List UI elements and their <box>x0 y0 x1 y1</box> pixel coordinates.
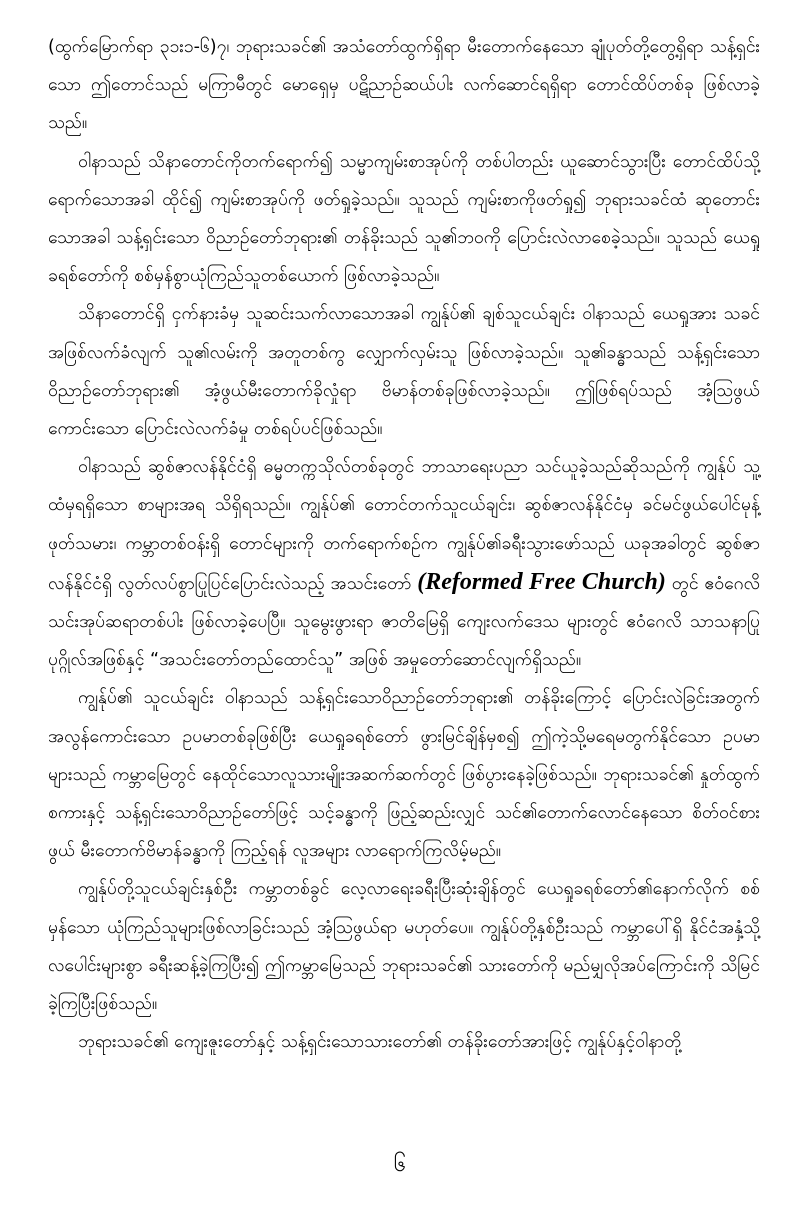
paragraph <box>48 1023 760 1061</box>
document-page <box>48 28 760 1148</box>
paragraph <box>48 28 760 143</box>
paragraph <box>48 679 760 870</box>
paragraph <box>48 870 760 1023</box>
church-name-text: (Reformed Free Church) <box>417 568 666 595</box>
paragraph-text: ကျွန်ုပ်တို့သူငယ်ချင်းနှစ်ဦး ကမ္ဘာတစ်ခွင် လေ့လာရေးခရီးပြီးဆုံးချိန်တွင် ယေရှုခရစ်တော်၏နောက်လိုက် စစ်မှန်သော ယုံကြည်သူများဖြစ်လာခြင်းသည် အံ့သြဖွယ်ရာ မဟုတ်ပေ။ ကျွန်ုပ်တို့နှစ်ဦးသည် ကမ္ဘာပေါ်ရှိ နိုင်ငံအနှံ့သို့ လပေါင်းများစွာ ခရီးဆန့်ခဲ့ကြပြီး၍ ဤကမ္ဘာမြေသည် ဘုရားသခင်၏ သားတော်ကို မည်မျှလိုအပ်ကြောင်းကို သိမြင်ခဲ့ကြပြီးဖြစ်သည်။ <box>48 879 760 1015</box>
paragraph-text: ဘုရားသခင်၏ ကျေးဇူးတော်နှင့် သန့်ရှင်းသောသားတော်၏ တန်ခိုးတော်အားဖြင့် ကျွန်ုပ်နှင့်ဝါနာတို့ <box>78 1032 682 1053</box>
paragraph-text: (ထွက်မြောက်ရာ ၃၁း၁-၆)၇၊ ဘုရားသခင်၏ အသံတော်ထွက်ရှိရာ မီးတောက်နေသော ချုံပုတ်တို့တွေ့ရှိရာ သန့်ရှင်းသော ဤတောင်သည် မကြာမီတွင် မောရှေမှ ပဋိညာဉ်ဆယ်ပါး လက်ဆောင်ရရှိရာ တောင်ထိပ်တစ်ခု ဖြစ်လာခဲ့သည်။ <box>48 37 760 134</box>
paragraph <box>48 448 760 679</box>
paragraph <box>48 295 760 448</box>
paragraph-text: ဝါနာသည် သိနာတောင်ကိုတက်ရောက်၍ သမ္မာကျမ်းစာအုပ်ကို တစ်ပါတည်း ယူဆောင်သွားပြီး တောင်ထိပ်သို့ရောက်သောအခါ ထိုင်၍ ကျမ်းစာအုပ်ကို ဖတ်ရှုခဲ့သည်။ သူသည် ကျမ်းစာကိုဖတ်ရှု၍ ဘုရားသခင်ထံ ဆုတောင်းသောအခါ သန့်ရှင်းသော ဝိညာဉ်တော်ဘုရား၏ တန်ခိုးသည် သူ၏ဘဝကို ပြောင်းလဲလာစေခဲ့သည်။ သူသည် ယေရှုခရစ်တော်ကို စစ်မှန်စွာယုံကြည်သူတစ်ယောက် ဖြစ်လာခဲ့သည်။ <box>48 151 760 287</box>
body-text <box>48 28 760 1061</box>
paragraph-text: ဝါနာသည် ဆွစ်ဇာလန်နိုင်ငံရှိ ဓမ္မတက္ကသိုလ်တစ်ခုတွင် ဘာသာရေးပညာ သင်ယူခဲ့သည်ဆိုသည်ကို ကျွန်ုပ် သူ့ထံမှရရှိသော စာများအရ သိရှိရသည်။ ကျွန်ုပ်၏ တောင်တက်သူငယ်ချင်း၊ ဆွစ်ဇာလန်နိုင်ငံမှ ခင်မင်ဖွယ်ပေါင်မုန့်ဖုတ်သမား၊ ကမ္ဘာတစ်ဝန်းရှိ တောင်များကို တက်ရောက်စဉ်က ကျွန်ုပ်၏ခရီးသွားဖော်သည် ယခုအခါတွင် ဆွစ်ဇာလန်နိုင်ငံရှိ လွတ်လပ်စွာပြုပြင်ပြောင်းလဲသည့် အသင်းတော် <box>48 457 760 594</box>
paragraph-text: ကျွန်ုပ်၏ သူငယ်ချင်း ဝါနာသည် သန့်ရှင်းသောဝိညာဉ်တော်ဘုရား၏ တန်ခိုးကြောင့် ပြောင်းလဲခြင်းအတွက် အလွန်ကောင်းသော ဥပမာတစ်ခုဖြစ်ပြီး ယေရှုခရစ်တော် ဖွားမြင်ချိန်မှစ၍ ဤကဲ့သို့မရေမတွက်နိုင်သော ဥပမာများသည် ကမ္ဘာမြေတွင် နေထိုင်သောလူသားမျိုးအဆက်ဆက်တွင် ဖြစ်ပွားနေခဲ့ဖြစ်သည်။ ဘုရားသခင်၏ နှုတ်ထွက်စကားနှင့် သန့်ရှင်းသောဝိညာဉ်တော်ဖြင့် သင့်ခန္ဓာကို ဖြည့်ဆည်းလျှင် သင်၏တောက်လောင်နေသော စိတ်ဝင်စားဖွယ် မီးတောက်ဗိမာန်ခန္ဓာကို ကြည့်ရန် လူအများ လာရောက်ကြလိမ့်မည်။ <box>48 688 760 862</box>
paragraph <box>48 143 760 296</box>
page-number: ၆ <box>393 1152 407 1177</box>
paragraph-text: တွင် ဧဝံဂေလိ သင်းအုပ်ဆရာတစ်ပါး ဖြစ်လာခဲ့ပေပြီ။ သူမွေးဖွားရာ ဇာတိမြေရှိ ကျေးလက်ဒေသ များတွင် ဧဝံဂေလိ သာသနာပြုပုဂ္ဂိုလ်အဖြစ်နှင့် “အသင်းတော်တည်ထောင်သူ” အဖြစ် အမှုတော်ဆောင်လျက်ရှိသည်။ <box>48 573 760 671</box>
paragraph-text: သိနာတောင်ရှိ ငှက်နားခံမှ သူဆင်းသက်လာသောအခါ ကျွန်ုပ်၏ ချစ်သူငယ်ချင်း ဝါနာသည် ယေရှုအား သခင်အဖြစ်လက်ခံလျက် သူ၏လမ်းကို အတူတစ်ကွ လျှောက်လှမ်းသူ ဖြစ်လာခဲ့သည်။ သူ၏ခန္ဓာသည် သန့်ရှင်းသောဝိညာဉ်တော်ဘုရား၏ အံ့ဖွယ်မီးတောက်ခိုလှုံရာ ဗိမာန်တစ်ခုဖြစ်လာခဲ့သည်။ ဤဖြစ်ရပ်သည် အံ့သြဖွယ်ကောင်းသော ပြောင်းလဲလက်ခံမှု တစ်ရပ်ပင်ဖြစ်သည်။ <box>48 304 760 440</box>
